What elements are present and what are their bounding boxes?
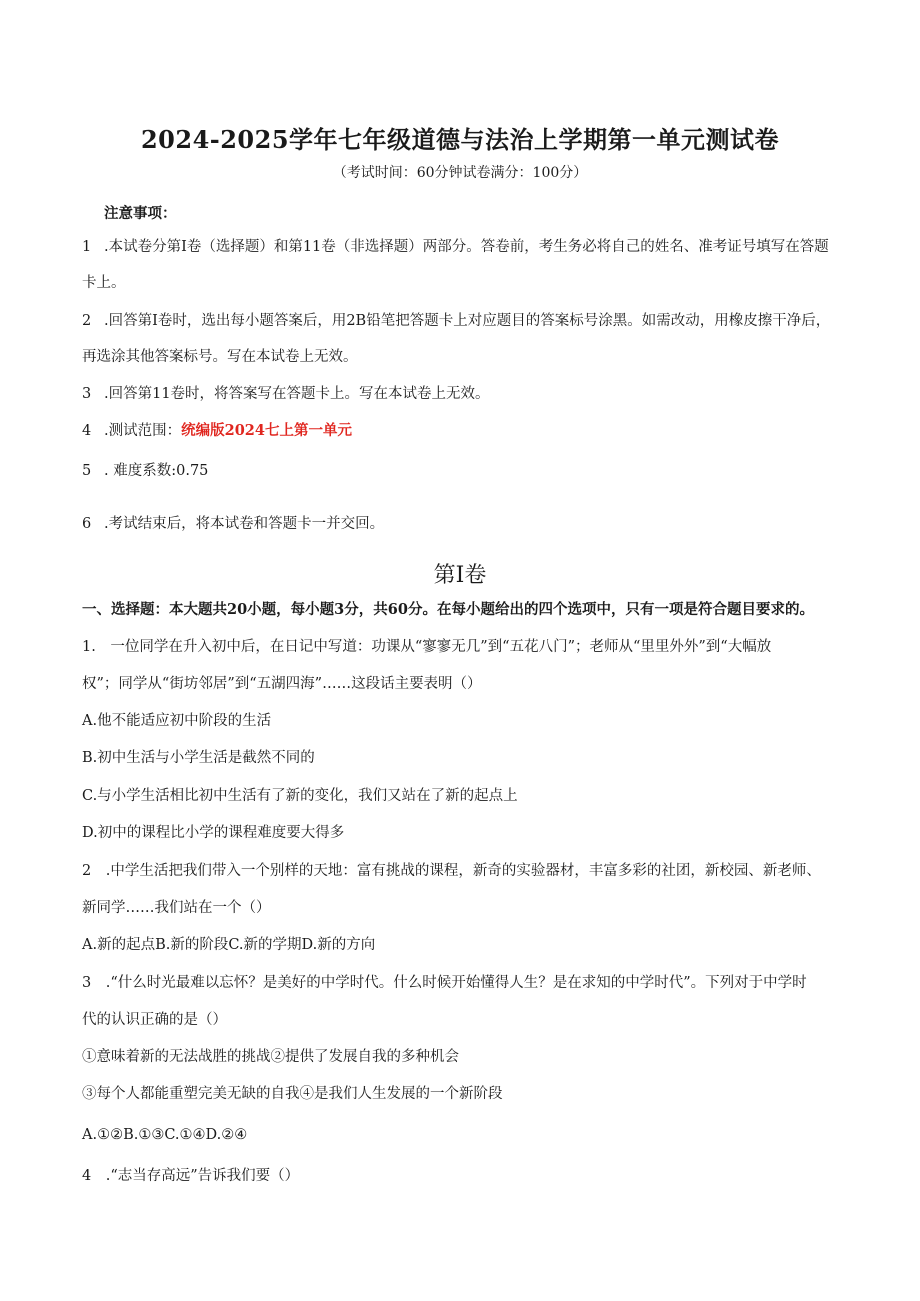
question-4-line1: 4 .“志当存高远”告诉我们要（）: [82, 1168, 300, 1184]
notice-3-number: 3: [82, 386, 92, 402]
question-1-line2: 权”；同学从“街坊邻居”到“五湖四海”……这段话主要表明（）: [82, 676, 482, 692]
notice-2-number: 2: [82, 313, 92, 329]
question-2-line2: 新同学……我们站在一个（）: [82, 900, 271, 916]
notice-5-number: 5: [82, 463, 92, 479]
section-title: 第I卷: [433, 563, 487, 588]
notice-2-text: .回答第I卷时，选出每小题答案后，用2B铅笔把答题卡上对应题目的答案标号涂黑。如需改动，用橡皮擦干净后，: [104, 313, 831, 329]
notice-heading: 注意事项：: [104, 205, 177, 222]
notice-6: [82, 514, 842, 534]
question-1-option-d: D.初中的课程比小学的课程难度要大得多: [82, 825, 345, 841]
notice-6-number: 6: [82, 516, 92, 532]
notice-1-number: 1: [82, 239, 92, 255]
question-1-option-a: A.他不能适应初中阶段的生活: [82, 713, 272, 729]
notice-2-line2: 再选涂其他答案标号。写在本试卷上无效。: [82, 349, 358, 365]
notice-4-number: 4: [82, 423, 92, 439]
notice-4: [82, 421, 842, 441]
notice-5: [82, 461, 842, 481]
question-2-line1: 2 .中学生活把我们带入一个别样的天地：富有挑战的课程，新奇的实验器材，丰富多彩的社团，新校园、新老师、: [82, 863, 821, 879]
notice-3: [82, 384, 842, 404]
question-3-statements-1: ①意味着新的无法战胜的挑战②提供了发展自我的多种机会: [82, 1049, 459, 1065]
question-1-line1: 1. 一位同学在升入初中后，在日记中写道：功课从“寥寥无几”到“五花八门”；老师从“里里外外”到“大幅放: [82, 639, 772, 655]
question-3-line2: 代的认识正确的是（）: [82, 1012, 227, 1028]
notice-1-text: .本试卷分第I卷（选择题）和第11卷（非选择题）两部分。答卷前，考生务必将自己的姓名、准考证号填写在答题: [104, 239, 829, 255]
notice-3-text: .回答第11卷时，将答案写在答题卡上。写在本试卷上无效。: [104, 386, 490, 402]
part-heading: 一、选择题：本大题共20小题，每小题3分，共60分。在每小题给出的四个选项中，只有一项是符合题目要求的。: [82, 601, 814, 618]
notice-6-text: .考试结束后，将本试卷和答题卡一并交回。: [104, 516, 385, 532]
test-scope-highlight: 统编版2024七上第一单元: [181, 422, 352, 439]
notice-2-line1: [82, 311, 842, 331]
notice-5-text: . 难度系数:0.75: [104, 463, 209, 479]
notice-1-line2: 卡上。: [82, 275, 126, 291]
exam-subtitle: （考试时间：60分钟试卷满分：100分）: [332, 165, 588, 181]
notice-1-line1: [82, 237, 842, 257]
notice-4-prefix: .测试范围：: [104, 423, 182, 439]
question-3-line1: 3 .“什么时光最难以忘怀？是美好的中学时代。什么时候开始懂得人生？是在求知的中学时代”。下列对于中学时: [82, 975, 807, 991]
exam-title: 2024-2025学年七年级道德与法治上学期第一单元测试卷: [140, 125, 780, 154]
question-3-statements-2: ③每个人都能重塑完美无缺的自我④是我们人生发展的一个新阶段: [82, 1086, 503, 1102]
question-1-option-c: C.与小学生活相比初中生活有了新的变化，我们又站在了新的起点上: [82, 788, 518, 804]
question-2-options: A.新的起点B.新的阶段C.新的学期D.新的方向: [82, 937, 376, 953]
question-1-option-b: B.初中生活与小学生活是截然不同的: [82, 750, 315, 766]
question-3-options: A.①②B.①③C.①④D.②④: [82, 1127, 248, 1143]
